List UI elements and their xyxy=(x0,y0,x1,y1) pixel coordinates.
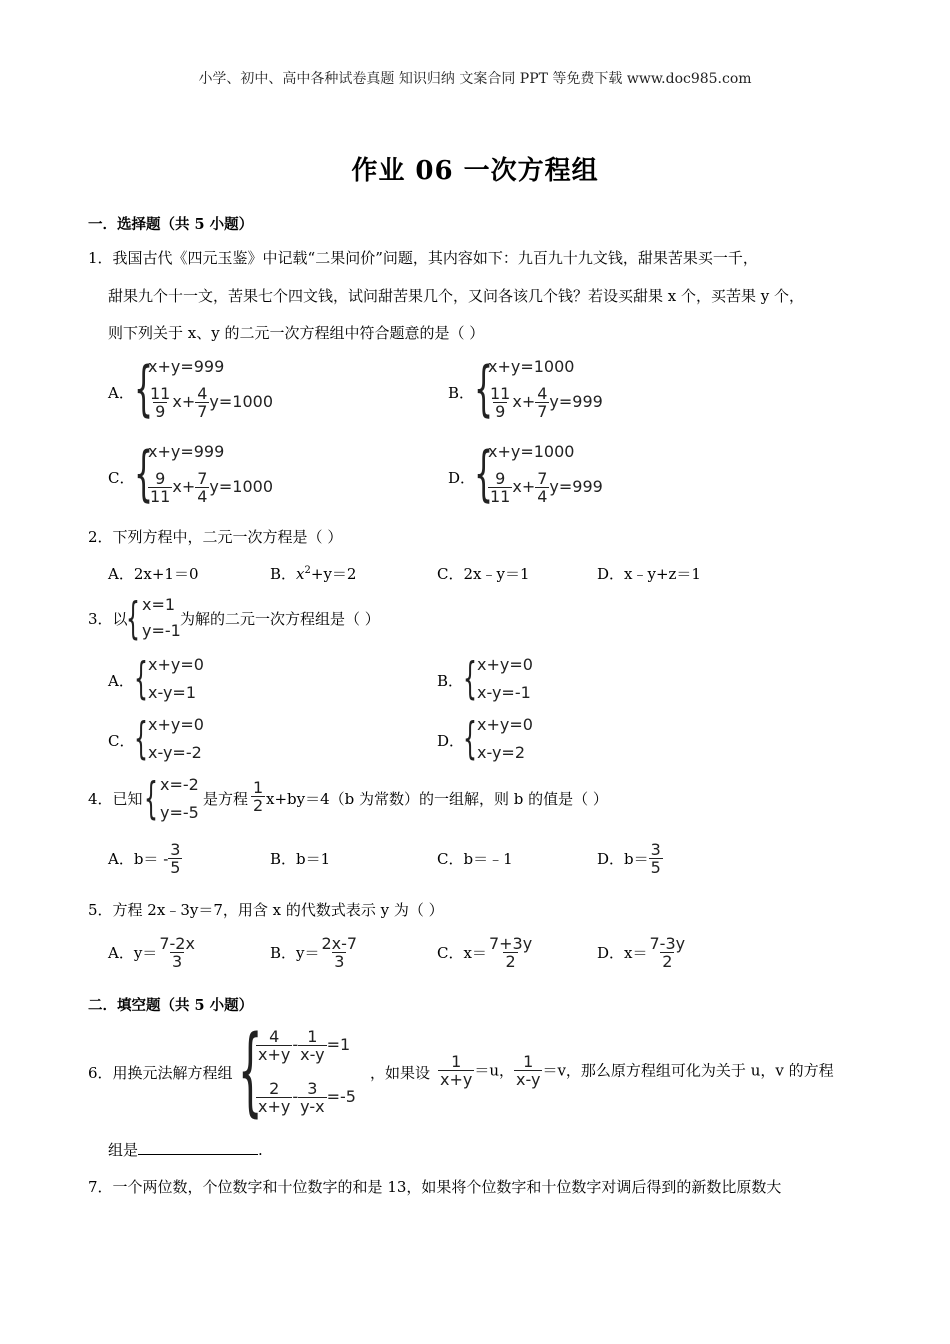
q1-line1: 1．我国古代《四元玉鉴》中记载“二果问价”问题，其内容如下：九百九十九文钱，甜果苦果买一千， xyxy=(88,249,758,267)
q7-line1: 7．一个两位数，个位数字和十位数字的和是 13，如果将个位数字和十位数字对调后得到的新数比原数大 xyxy=(88,1178,782,1196)
equation-1: x+y=1000 xyxy=(488,357,575,376)
q5-option-b[interactable]: B．y＝ $\frac{2x-7}{3}$ xyxy=(270,934,358,971)
q6-answer-line: 组是 . xyxy=(108,1141,263,1159)
page-title: 作业 06 一次方程组 xyxy=(351,156,599,186)
q1-line3: 则下列关于 x、y 的二元一次方程组中符合题意的是（ ） xyxy=(108,324,485,342)
equation-1: x+y=999 xyxy=(148,442,225,461)
page-header: 小学、初中、高中各种试卷真题 知识归纳 文案合同 PPT 等免费下载 www.doc985.com xyxy=(198,71,752,87)
q3-stem: 3．以 { x=1 y=-1 为解的二元一次方程组是（ ） xyxy=(88,593,380,644)
q5-option-c[interactable]: C．x＝ $\frac{7+3y}{2}$ xyxy=(437,934,533,971)
left-brace: { xyxy=(134,354,154,424)
left-brace: { xyxy=(474,354,494,424)
q2-option-c[interactable]: C．2x﹣y＝1 xyxy=(437,565,530,583)
system-line-1: $\frac{4}{x+y}$ - $\frac{1}{x-y}$ =1 xyxy=(258,1027,351,1064)
option-label: A． xyxy=(108,384,134,402)
equation-2: $\frac{11}{9}$ x+ $\frac{4}{7}$ y=999 xyxy=(490,384,603,421)
equation-1: x+y=999 xyxy=(148,357,225,376)
q4-option-c[interactable]: C．b＝﹣1 xyxy=(437,850,513,868)
q1-option-b[interactable] xyxy=(448,355,648,430)
q1-line2: 甜果九个十一文，苦果七个四文钱，试问甜苦果几个，又问各该几个钱？若设买甜果 x 个，买苦果 y 个， xyxy=(108,287,805,305)
option-label: D． xyxy=(448,469,476,487)
system-line-2: $\frac{2}{x+y}$ - $\frac{3}{y-x}$ =-5 xyxy=(258,1079,356,1116)
q2-stem: 2．下列方程中，二元一次方程是（ ） xyxy=(88,528,343,546)
section-choice-heading: 一．选择题（共 5 小题） xyxy=(88,216,254,233)
q2-option-a[interactable]: A．2x+1＝0 xyxy=(108,565,199,583)
q1-option-c[interactable] xyxy=(108,440,308,515)
left-brace: { xyxy=(134,713,148,764)
equation-2: $\frac{9}{11}$ x+ $\frac{7}{4}$ y=999 xyxy=(490,469,603,506)
option-label: B． xyxy=(448,384,475,402)
left-brace: { xyxy=(134,653,148,704)
q4-option-d[interactable]: D．b＝ $\frac{3}{5}$ xyxy=(597,840,661,877)
q3-option-b[interactable]: B． { x+y=0 x-y=-1 xyxy=(437,653,533,704)
q3-option-c[interactable]: C． { x+y=0 x-y=-2 xyxy=(108,713,204,764)
left-brace: { xyxy=(463,653,477,704)
equation-2: $\frac{9}{11}$ x+ $\frac{7}{4}$ y=1000 xyxy=(150,469,274,506)
left-brace: { xyxy=(238,1015,263,1127)
answer-blank[interactable] xyxy=(138,1140,258,1155)
q4-option-a[interactable]: A．b＝ - $\frac{3}{5}$ xyxy=(108,840,181,877)
q2-option-b[interactable]: B．$x^2+y=2$ xyxy=(270,565,357,583)
q6-stem: 6．用换元法解方程组 { $\frac{4}{x+y}$ - $\frac{1}{x-y}$ =1 $\frac{2}{x+y}$ - $\frac{3}{y-x}$ =-5 ，如果设 $\frac{1}{x+y}$ ＝u， $\frac{1}{x-y}$ ＝v，那么原方程组可化为关于 u，v 的方程 xyxy=(88,1015,834,1127)
left-brace: { xyxy=(144,773,158,824)
section-fill-heading: 二．填空题（共 5 小题） xyxy=(88,997,254,1014)
option-label: C． xyxy=(108,469,135,487)
equation-2: $\frac{11}{9}$ x+ $\frac{4}{7}$ y=1000 xyxy=(150,384,274,421)
q2-option-d[interactable]: D．x﹣y+z＝1 xyxy=(597,565,701,583)
left-brace: { xyxy=(134,439,154,509)
left-brace: { xyxy=(126,593,140,644)
q5-option-a[interactable]: A．y＝ $\frac{7-2x}{3}$ xyxy=(108,934,195,971)
q3-option-d[interactable]: D． { x+y=0 x-y=2 xyxy=(437,713,533,764)
q4-option-b[interactable]: B．b＝1 xyxy=(270,850,331,868)
q1-option-a[interactable] xyxy=(108,355,308,430)
equation-1: x+y=1000 xyxy=(488,442,575,461)
left-brace: { xyxy=(463,713,477,764)
left-brace: { xyxy=(474,439,494,509)
q5-stem: 5．方程 2x﹣3y＝7，用含 x 的代数式表示 y 为（ ） xyxy=(88,901,444,919)
q1-option-d[interactable] xyxy=(448,440,648,515)
q5-option-d[interactable]: D．x＝ $\frac{7-3y}{2}$ xyxy=(597,934,686,971)
q4-stem: 4．已知 { x=-2 y=-5 是方程 $\frac{1}{2}$ x+by＝4（b 为常数）的一组解，则 b 的值是（ ） xyxy=(88,773,608,824)
q3-option-a[interactable]: A． { x+y=0 x-y=1 xyxy=(108,653,204,704)
